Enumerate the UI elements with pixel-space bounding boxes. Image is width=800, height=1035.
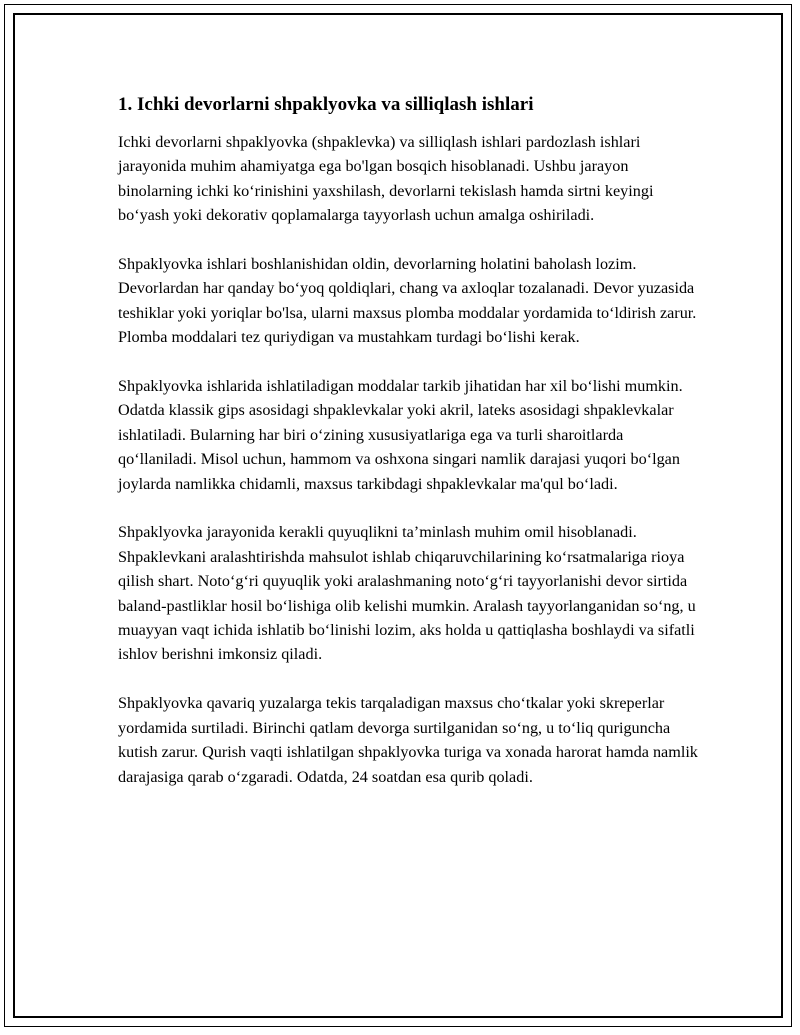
section-title: 1. Ichki devorlarni shpaklyovka va silliqlash ishlari (118, 94, 534, 115)
paragraph-3: Shpaklyovka ishlarida ishlatiladigan moddalar tarkib jihatidan har xil bo‘lishi mumkin. Odatda klassik gips asosidagi shpaklevkalar yoki akril, lateks asosidagi shpaklevkalar ishlatiladi. Bularning har biri o‘zining xususiyatlariga ega va turli sharoitlarda qo‘llaniladi. Misol uchun, hammom va oshxona singari namlik darajasi yuqori bo‘lgan joylarda namlikka chidamli, maxsus tarkibdagi shpaklevkalar ma'qul bo‘ladi. (118, 377, 683, 493)
paragraph-5: Shpaklyovka qavariq yuzalarga tekis tarqaladigan maxsus cho‘tkalar yoki skreperlar yordamida surtiladi. Birinchi qatlam devorga surtilganidan so‘ng, u to‘liq qurigunchа kutish zarur. Qurish vaqti ishlatilgan shpaklyovka turiga va xonada harorat hamda namlik darajasiga qarab o‘zgaradi. Odatda, 24 soatdan esa qurib qoladi. (118, 694, 698, 786)
paragraph-1: Ichki devorlarni shpaklyovka (shpaklevka) va silliqlash ishlari pardozlash ishlari jarayonida muhim ahamiyatga ega bo'lgan bosqich hisoblanadi. Ushbu jarayon binolarning ichki ko‘rinishini yaxshilash, devorlarni tekislash hamda sirtni keyingi bo‘yash yoki dekorativ qoplamalarga tayyorlash uchun amalga oshiriladi. (118, 133, 654, 225)
paragraph-2: Shpaklyovka ishlari boshlanishidan oldin, devorlarning holatini baholash lozim. Devorlardan har qanday bo‘yoq qoldiqlari, chang va axloqlar tozalanadi. Devor yuzasida teshiklar yoki yoriqlar bo'lsa, ularni maxsus plomba moddalar yordamida to‘ldirish zarur. Plomba moddalari tez quriydigan va mustahkam turdagi bo‘lishi kerak. (118, 255, 697, 347)
paragraph-4: Shpaklyovka jarayonida kerakli quyuqlikni ta’minlash muhim omil hisoblanadi. Shpaklevkani aralashtirishda mahsulot ishlab chiqaruvchilarining ko‘rsatmalariga rioya qilish shart. Noto‘g‘ri quyuqlik yoki aralashmaning noto‘g‘ri tayyorlanishi devor sirtida baland-pastliklar hosil bo‘lishiga olib kelishi mumkin. Aralash tayyorlanganidan so‘ng, u muayyan vaqt ichida ishlatib bo‘linishi lozim, aks holda u qattiqlasha boshlaydi va sifatli ishlov berishni imkonsiz qiladi. (118, 523, 696, 664)
document-body (118, 92, 698, 813)
